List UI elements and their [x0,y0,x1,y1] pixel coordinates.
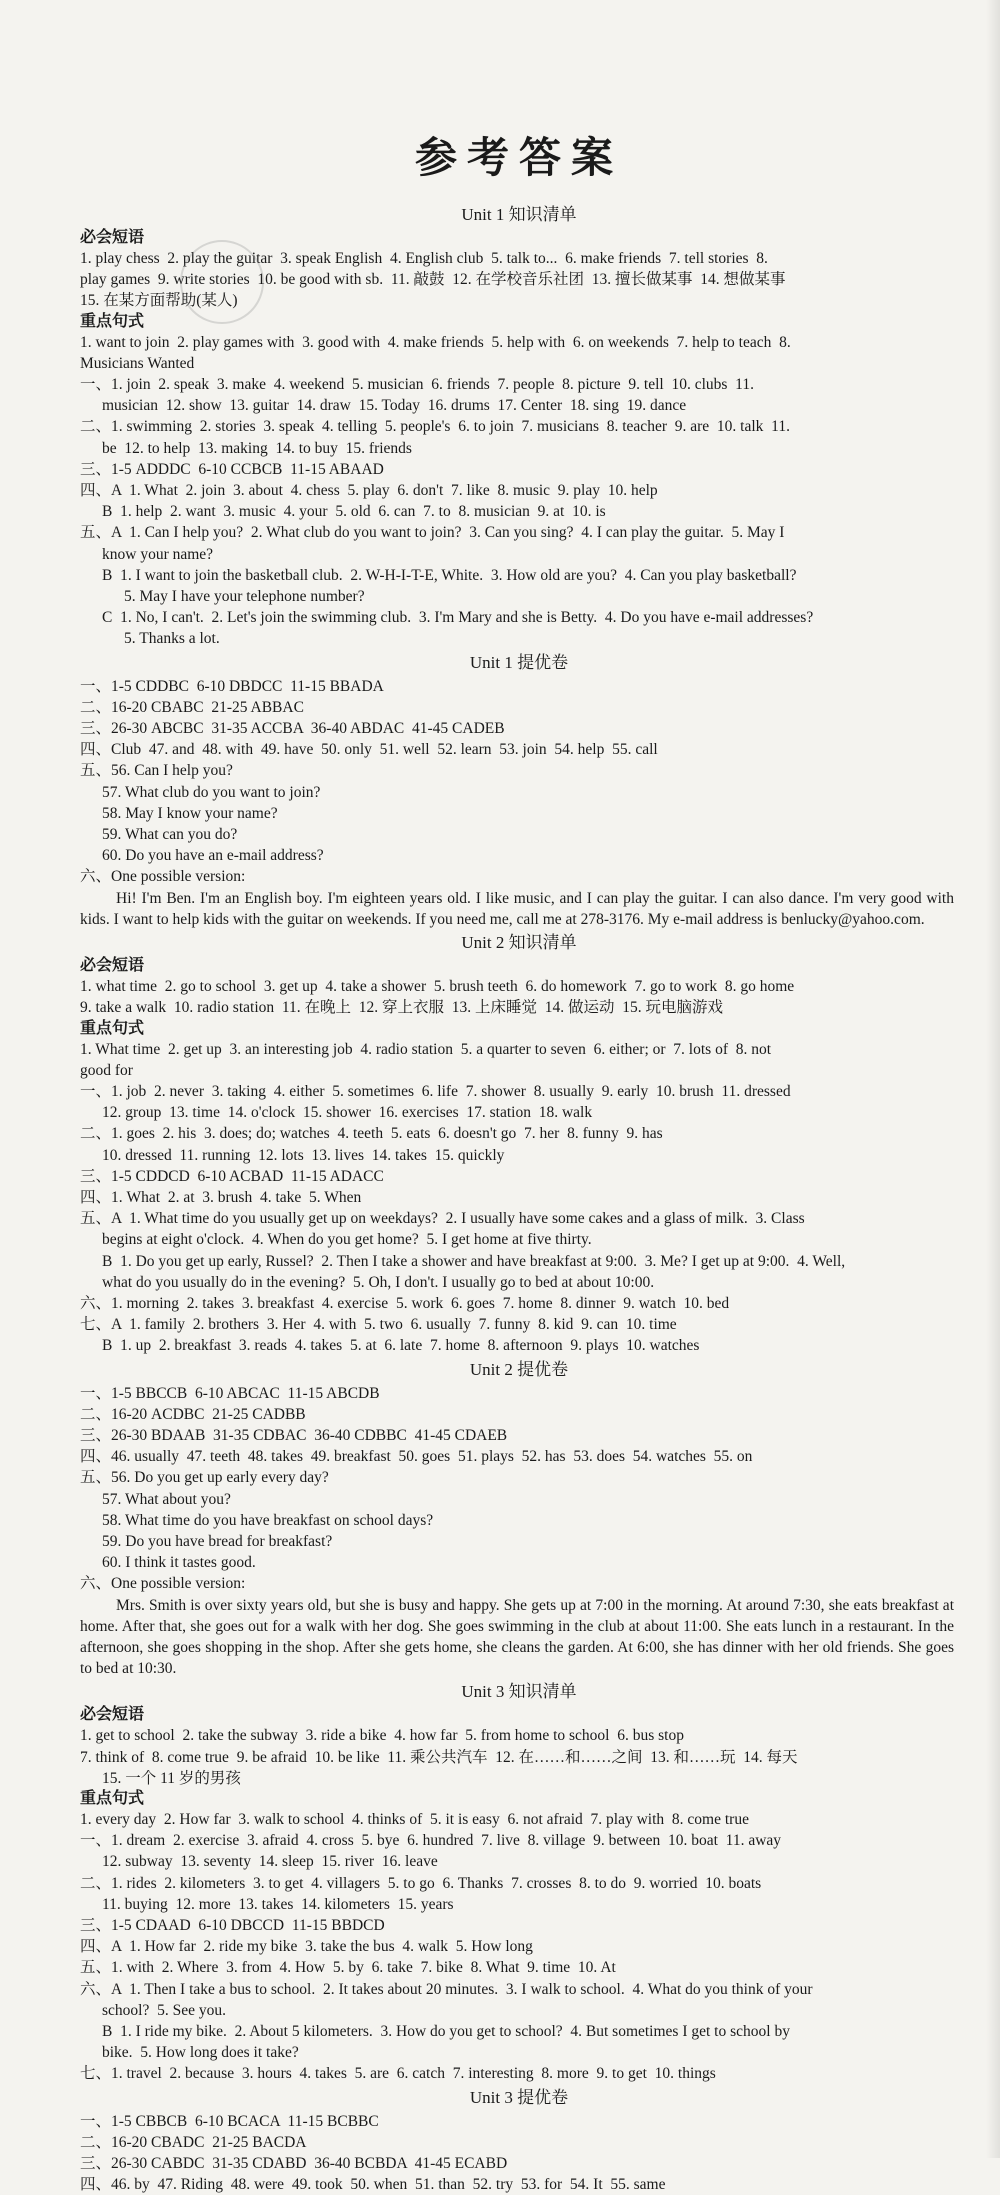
answer-line: 1. every day 2. How far 3. walk to school 4. thinks of 5. it is easy 6. not afraid 7. play with 8. come true [80,1811,749,1828]
section-heading: 重点句式 [80,1790,145,1807]
answer-line: 二、1. swimming 2. stories 3. speak 4. telling 5. people's 6. to join 7. musicians 8. teacher 9. are 10. talk 11. [80,418,790,436]
answer-line: 1. want to join 2. play games with 3. good with 4. make friends 5. help with 6. on weekends 7. help to teach 8. [80,333,791,351]
answer-line: musician 12. show 13. guitar 14. draw 15. Today 16. drums 17. Center 18. sing 19. dance [102,397,687,415]
answer-line: 一、1-5 BBCCB 6-10 ABCAC 11-15 ABCDB [80,1384,380,1402]
answer-line: 二、16-20 ACDBC 21-25 CADBB [80,1405,306,1423]
answer-line: 59. Do you have bread for breakfast? [102,1532,333,1550]
answer-line: 5. May I have your telephone number? [124,588,365,606]
answer-line: B 1. up 2. breakfast 3. reads 4. takes 5. at 6. late 7. home 8. afternoon 9. plays 10. watches [102,1337,700,1355]
stamp-seal-decoration [180,240,264,324]
answer-line: 7. think of 8. come true 9. be afraid 10. be like 11. 乘公共汽车 12. 在……和……之间 13. 和……玩 14. 每天 [80,1748,798,1766]
answer-line: good for [80,1061,133,1079]
section-heading: 必会短语 [80,1706,145,1724]
answer-line: 三、26-30 ABCBC 31-35 ACCBA 36-40 ABDAC 41-45 CADEB [80,720,505,738]
unit-title: Unit 1 知识清单 [461,205,577,224]
answer-line: 四、A 1. What 2. join 3. about 4. chess 5. play 6. don't 7. like 8. music 9. play 10. help [80,482,658,500]
answer-line: 五、56. Can I help you? [80,762,233,780]
unit-title: Unit 3 知识清单 [461,1682,577,1702]
answer-line: 59. What can you do? [102,826,238,844]
answer-line: 1. what time 2. go to school 3. get up 4. take a shower 5. brush teeth 6. do homework 7. go to work 8. go home [80,978,795,996]
answer-line: 六、One possible version: [80,1575,246,1593]
answer-line: 一、1-5 CBBCB 6-10 BCACA 11-15 BCBBC [80,2112,379,2130]
section-heading: 重点句式 [80,1019,145,1037]
answer-line: 二、16-20 CBABC 21-25 ABBAC [80,698,304,716]
answer-line: 一、1-5 CDDBC 6-10 DBDCC 11-15 BBADA [80,677,384,695]
answer-line: 60. Do you have an e-mail address? [102,847,324,865]
answer-line: 五、56. Do you get up early every day? [80,1469,329,1487]
answer-line: 四、Club 47. and 48. with 49. have 50. only 51. well 52. learn 53. join 54. help 55. call [80,741,658,759]
answer-line: 1. get to school 2. take the subway 3. ride a bike 4. how far 5. from home to school 6. bus stop [80,1727,684,1745]
answer-line: 三、1-5 ADDDC 6-10 CCBCB 11-15 ABAAD [80,460,384,478]
answer-content [80,204,958,2195]
answer-line: 15. 一个 11 岁的男孩 [102,1769,241,1787]
answer-line: C 1. No, I can't. 2. Let's join the swimming club. 3. I'm Mary and she is Betty. 4. Do you have e-mail addresses? [102,609,814,627]
answer-line: 四、46. by 47. Riding 48. were 49. took 50. when 51. than 52. try 53. for 54. It 55. same [80,2176,666,2194]
answer-line: 一、1. dream 2. exercise 3. afraid 4. cross 5. bye 6. hundred 7. live 8. village 9. between 10. boat 11. away [80,1832,782,1850]
section-heading: 重点句式 [80,312,145,330]
answer-line: 60. I think it tastes good. [102,1554,256,1572]
answer-line: begins at eight o'clock. 4. When do you get home? 5. I get home at five thirty. [102,1231,592,1249]
answer-line: 六、A 1. Then I take a bus to school. 2. It takes about 20 minutes. 3. I walk to school. 4. What do you think of your [80,1980,813,1998]
answer-line: 57. What about you? [102,1490,231,1508]
answer-line: 二、1. rides 2. kilometers 3. to get 4. villagers 5. to go 6. Thanks 7. crosses 8. to do 9. worried 10. boats [80,1874,762,1892]
answer-line: 1. play chess 2. play the guitar 3. speak English 4. English club 5. talk to... 6. make friends 7. tell stories 8. [80,250,768,267]
answer-line: 一、1. join 2. speak 3. make 4. weekend 5. musician 6. friends 7. people 8. picture 9. tell 10. clubs 11. [80,376,754,394]
answer-line: 四、1. What 2. at 3. brush 4. take 5. When [80,1188,362,1206]
answer-line: Musicians Wanted [80,354,195,372]
answer-line: 57. What club do you want to join? [102,783,321,801]
answer-line: 1. What time 2. get up 3. an interesting job 4. radio station 5. a quarter to seven 6. either; or 7. lots of 8. not [80,1040,772,1058]
answer-line: 二、1. goes 2. his 3. does; do; watches 4. teeth 5. eats 6. doesn't go 7. her 8. funny 9. has [80,1125,663,1143]
answer-line: school? 5. See you. [102,2001,226,2019]
answer-line: 58. What time do you have breakfast on school days? [102,1511,434,1529]
unit-title: Unit 3 提优卷 [469,2087,569,2107]
answer-line: B 1. I ride my bike. 2. About 5 kilometers. 3. How do you get to school? 4. But sometimes I get to school by [102,2023,790,2041]
answer-line: B 1. help 2. want 3. music 4. your 5. old 6. can 7. to 8. musician 9. at 10. is [102,503,606,521]
answer-line: 六、1. morning 2. takes 3. breakfast 4. exercise 5. work 6. goes 7. home 8. dinner 9. watch 10. bed [80,1294,730,1312]
page-title: 参考答案 [414,136,623,182]
answer-line: 12. group 13. time 14. o'clock 15. shower 16. exercises 17. station 18. walk [102,1104,593,1122]
sample-essay: Hi! I'm Ben. I'm an English boy. I'm eighteen years old. I like music, and I can play the guitar. I can also dance. I'm very good with kids. I want to help kids with the guitar on weekends. If you need me, call me at 278-3176. My e-mail address is benlucky@yahoo.com. [80,889,954,928]
answer-line: 10. dressed 11. running 12. lots 13. lives 14. takes 15. quickly [102,1146,505,1164]
unit-title: Unit 1 提优卷 [469,652,569,672]
answer-line: 58. May I know your name? [102,804,278,822]
scan-edge-shadow [986,0,1000,2158]
unit-title: Unit 2 知识清单 [461,933,577,953]
answer-line: 五、A 1. What time do you usually get up on weekdays? 2. I usually have some cakes and a glass of milk. 3. Class [80,1210,805,1228]
answer-line: 四、A 1. How far 2. ride my bike 3. take the bus 4. walk 5. How long [80,1938,533,1956]
answer-line: know your name? [102,545,214,563]
answer-line: 三、26-30 BDAAB 31-35 CDBAC 36-40 CDBBC 41-45 CDAEB [80,1426,508,1444]
answer-line: play games 9. write stories 10. be good with sb. 11. 敲鼓 12. 在学校音乐社团 13. 擅长做某事 14. 想做某事 [80,271,786,289]
answer-line: 二、16-20 CBADC 21-25 BACDA [80,2133,307,2151]
answer-line: 五、A 1. Can I help you? 2. What club do you want to join? 3. Can you sing? 4. I can play the guitar. 5. May I [80,524,785,542]
answer-line: 五、1. with 2. Where 3. from 4. How 5. by 6. take 7. bike 8. What 9. time 10. At [80,1959,616,1977]
answer-line: 七、A 1. family 2. brothers 3. Her 4. with 5. two 6. usually 7. funny 8. kid 9. can 10. time [80,1316,677,1334]
answer-line: 11. buying 12. more 13. takes 14. kilometers 15. years [102,1895,454,1913]
answer-line: 三、1-5 CDAAD 6-10 DBCCD 11-15 BBDCD [80,1917,385,1935]
answer-line: 三、26-30 CABDC 31-35 CDABD 36-40 BCBDA 41-45 ECABD [80,2155,508,2173]
unit-title: Unit 2 提优卷 [469,1359,569,1379]
answer-line: 四、46. usually 47. teeth 48. takes 49. breakfast 50. goes 51. plays 52. has 53. does 54. watches 55. on [80,1448,753,1466]
sample-essay: Mrs. Smith is over sixty years old, but she is busy and happy. She gets up at 7:00 in the morning. At around 7:30, she eats breakfast at home. After that, she goes out for a walk with her dog. She goes swimming in the club at about 11:00. She eats lunch in a restaurant. In the afternoon, she goes shopping in the shop. After she gets home, she cleans the garden. At 6:00, she has dinner with her old friends. She goes to bed at 10:30. [80,1596,954,1678]
answer-line: 七、1. travel 2. because 3. hours 4. takes 5. are 6. catch 7. interesting 8. more 9. to get 10. things [80,2065,716,2083]
answer-line: B 1. Do you get up early, Russel? 2. Then I take a shower and have breakfast at 9:00. 3. Me? I get up at 9:00. 4. Well, [102,1252,846,1270]
answer-line: what do you usually do in the evening? 5. Oh, I don't. I usually go to bed at about 10:00. [102,1273,655,1291]
answer-line: 三、1-5 CDDCD 6-10 ACBAD 11-15 ADACC [80,1167,384,1185]
answer-line: 12. subway 13. seventy 14. sleep 15. river 16. leave [102,1853,438,1871]
answer-line: 9. take a walk 10. radio station 11. 在晚上 12. 穿上衣服 13. 上床睡觉 14. 做运动 15. 玩电脑游戏 [80,999,724,1017]
answer-line: B 1. I want to join the basketball club. 2. W-H-I-T-E, White. 3. How old are you? 4. Can you play basketball? [102,566,797,584]
answer-line: 15. 在某方面帮助(某人) [80,292,238,310]
answer-line: 六、One possible version: [80,868,246,886]
answer-line: bike. 5. How long does it take? [102,2044,299,2062]
answer-line: be 12. to help 13. making 14. to buy 15. friends [102,439,412,457]
answer-line: 5. Thanks a lot. [124,630,220,648]
section-heading: 必会短语 [80,957,145,975]
section-heading: 必会短语 [80,229,145,246]
answer-line: 一、1. job 2. never 3. taking 4. either 5. sometimes 6. life 7. shower 8. usually 9. early 10. brush 11. dressed [80,1082,791,1100]
